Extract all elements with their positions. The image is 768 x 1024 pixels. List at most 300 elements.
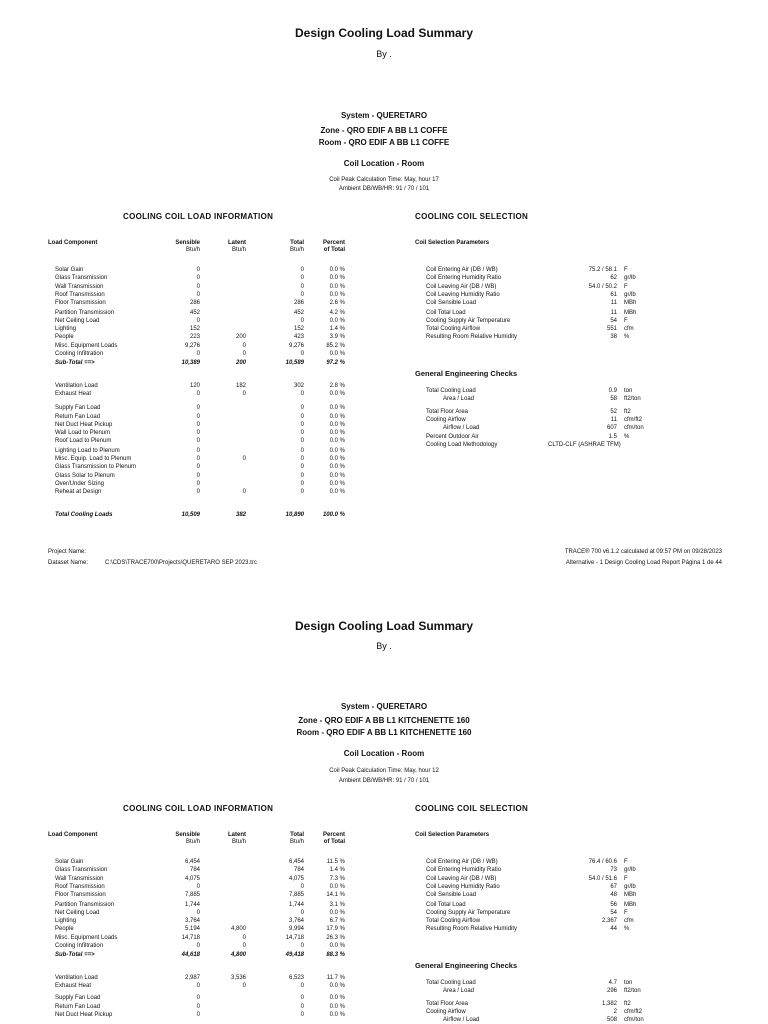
selection-row <box>0 891 768 899</box>
total-value: 10,589 <box>285 360 304 367</box>
total-value: 0 <box>300 430 304 437</box>
check-value: 58 <box>610 396 617 403</box>
percent-value: 11.7 % <box>326 974 345 981</box>
sensible-value: 0 <box>196 456 200 462</box>
checks-title: General Engineering Checks <box>415 369 518 378</box>
selection-unit: F <box>624 875 628 882</box>
selection-value: 61 <box>610 291 617 298</box>
selection-value: 54.0 / 50.2 <box>588 283 617 290</box>
check-value: 52 <box>610 408 617 415</box>
check-label: Cooling Airflow <box>426 416 466 423</box>
latent-value: 0 <box>242 943 246 949</box>
load-component-name: Misc. Equipment Loads <box>55 342 118 349</box>
sensible-value: 0 <box>196 1003 200 1010</box>
total-value: 7,885 <box>288 892 304 899</box>
table-row <box>0 463 360 471</box>
load-component-name: Cooling Infiltration <box>55 351 104 357</box>
percent-value: 11.5 % <box>326 859 345 865</box>
selection-unit: F <box>624 317 628 324</box>
check-unit: ft2/ton <box>624 988 641 995</box>
sensible-value: 452 <box>189 309 200 316</box>
total-value: 9,276 <box>288 342 304 349</box>
load-component-name: Exhaust Heat <box>55 390 92 397</box>
sensible-value: 0 <box>196 1011 200 1018</box>
load-component-name: People <box>55 334 74 341</box>
percent-value: 0.0 % <box>329 982 345 989</box>
total-value: 0 <box>300 351 304 357</box>
check-unit: cfm/ton <box>624 1017 644 1024</box>
latent-value: 0 <box>242 390 246 397</box>
total-value: 14,718 <box>285 934 304 941</box>
total-value: 0 <box>300 909 304 916</box>
latent-value: 0 <box>242 982 246 989</box>
selection-unit: F <box>624 283 628 290</box>
percent-value: 0.0 % <box>329 267 345 273</box>
total-value: 152 <box>293 326 304 333</box>
latent-value: 0 <box>242 351 246 357</box>
selection-label: Total Cooling Airflow <box>426 918 481 925</box>
load-component-name: Partition Transmission <box>55 309 115 316</box>
check-label: Percent Outdoor Air <box>426 433 479 440</box>
load-component-name: Supply Fan Load <box>55 405 101 412</box>
percent-value: 0.0 % <box>329 317 345 324</box>
load-component-name: Glass Transmission <box>55 867 108 874</box>
load-component-name: Ventilation Load <box>55 974 98 981</box>
sensible-value: 0 <box>196 283 200 290</box>
check-unit: ton <box>624 980 633 986</box>
selection-row <box>0 333 768 341</box>
check-label: Total Floor Area <box>426 1000 469 1007</box>
load-component-name: Roof Transmission <box>55 291 105 298</box>
percent-value: 4.2 % <box>329 309 345 316</box>
sensible-value: 14,718 <box>181 934 200 941</box>
selection-value: 62 <box>610 275 617 282</box>
selection-label: Coil Total Load <box>426 901 466 908</box>
sensible-value: 4,075 <box>184 875 200 882</box>
table-row <box>0 342 360 350</box>
selection-unit: gr/lb <box>624 291 636 298</box>
check-label: Area / Load <box>443 396 475 403</box>
load-component-name: Glass Transmission <box>55 275 108 282</box>
load-component-name: Misc. Equipment Loads <box>55 934 118 941</box>
selection-value: 551 <box>606 326 617 333</box>
sensible-value: 223 <box>189 334 200 341</box>
selection-row <box>0 309 768 317</box>
dataset-name-label: Dataset Name: <box>48 560 89 566</box>
sensible-value: 0 <box>196 291 200 298</box>
check-label: Area / Load <box>443 988 475 995</box>
percent-value: 0.0 % <box>329 456 345 462</box>
load-component-name: Ventilation Load <box>55 382 98 389</box>
selection-value: 11 <box>610 300 617 307</box>
check-row <box>0 433 768 441</box>
checks-title: General Engineering Checks <box>415 961 518 970</box>
col-header-total: Total Btu/h <box>289 832 304 845</box>
check-unit: cfm/ft2 <box>624 416 643 423</box>
check-value: 296 <box>606 988 617 995</box>
selection-row <box>0 266 768 274</box>
load-component-name: Glass Transmission to Plenum <box>55 464 137 471</box>
check-label: Cooling Airflow <box>426 1008 466 1015</box>
latent-value: 200 <box>235 334 246 341</box>
sensible-value: 0 <box>196 275 200 282</box>
project-name-label: Project Name: <box>48 549 87 555</box>
check-row <box>0 408 768 416</box>
percent-value: 3.1 % <box>329 901 345 908</box>
selection-row <box>0 291 768 299</box>
total-value: 0 <box>300 267 304 273</box>
check-label: Airflow / Load <box>443 1017 480 1024</box>
load-component-name: Over/Under Sizing <box>55 480 105 487</box>
total-value: 49,418 <box>285 952 304 959</box>
selection-unit: gr/lb <box>624 883 636 890</box>
sensible-value: 9,276 <box>184 342 200 349</box>
selection-value: 11 <box>610 309 617 316</box>
sensible-value: 0 <box>196 438 200 445</box>
col-header-sensible: Sensible Btu/h <box>175 832 200 845</box>
by-line: By . <box>376 49 392 59</box>
percent-value: 0.0 % <box>329 995 345 1002</box>
check-value: 11 <box>610 416 617 423</box>
system-name: System - QUERETARO <box>340 702 428 711</box>
selection-label: Coil Leaving Air (DB / WB) <box>426 283 497 290</box>
load-component-name: Lighting <box>55 326 77 333</box>
selection-label: Resulting Room Relative Humidity <box>426 926 518 933</box>
selection-label: Cooling Supply Air Temperature <box>426 317 511 324</box>
sensible-value: 0 <box>196 351 200 357</box>
selection-row <box>0 317 768 325</box>
load-component-name: Floor Transmission <box>55 892 106 899</box>
sensible-value: 0 <box>196 472 200 479</box>
percent-value: 0.0 % <box>329 421 345 428</box>
percent-value: 14.1 % <box>326 892 345 899</box>
selection-value: 48 <box>610 892 617 899</box>
load-component-name: Exhaust Heat <box>55 982 92 989</box>
check-row <box>0 395 768 403</box>
check-value: 0.9 <box>608 388 617 394</box>
check-value: 1,382 <box>601 1000 617 1007</box>
sensible-value: 0 <box>196 430 200 437</box>
percent-value: 6.7 % <box>329 918 345 925</box>
load-component-name: Roof Load to Plenum <box>55 438 112 445</box>
load-component-name: Partition Transmission <box>55 901 115 908</box>
latent-value: 3,536 <box>230 974 246 981</box>
load-component-name: Solar Gain <box>55 859 84 865</box>
selection-row <box>0 299 768 307</box>
table-row <box>0 350 360 358</box>
load-component-name: Lighting Load to Plenum <box>55 447 120 454</box>
check-value: CLTD-CLF (ASHRAE TFM) <box>548 441 621 448</box>
room-name: Room - QRO EDIF A BB L1 KITCHENETTE 160 <box>296 728 472 737</box>
load-component-name: Total Cooling Loads <box>55 511 113 518</box>
percent-value: 85.2 % <box>326 342 345 349</box>
total-value: 0 <box>300 291 304 298</box>
percent-value: 0.0 % <box>329 464 345 471</box>
coil-location: Coil Location - Room <box>343 749 425 758</box>
selection-value: 38 <box>610 334 617 341</box>
sensible-value: 3,764 <box>184 918 200 925</box>
check-label: Total Cooling Load <box>426 980 476 986</box>
selection-row <box>0 901 768 909</box>
col-header-total: Total Btu/h <box>289 240 304 253</box>
selection-row <box>0 866 768 874</box>
latent-value: 182 <box>235 382 246 389</box>
sensible-value: 0 <box>196 464 200 471</box>
check-row <box>0 1008 768 1016</box>
selection-unit: MBh <box>624 892 637 899</box>
col-header-sensible: Sensible Btu/h <box>175 240 200 253</box>
load-component-name: People <box>55 926 74 933</box>
load-component-name: Roof Transmission <box>55 883 105 890</box>
load-component-name: Net Duct Heat Pickup <box>55 421 113 428</box>
ambient-conditions: Ambient DB/WB/HR: 91 / 70 / 101 <box>338 186 430 192</box>
load-component-name: Reheat at Design <box>55 489 102 496</box>
load-component-name: Cooling Infiltration <box>55 943 104 949</box>
load-component-name: Wall Load to Plenum <box>55 430 111 437</box>
table-row <box>0 942 360 950</box>
percent-value: 0.0 % <box>329 1003 345 1010</box>
check-row <box>0 424 768 432</box>
selection-unit: % <box>624 926 630 933</box>
percent-value: 1.4 % <box>329 867 345 874</box>
check-value: 508 <box>606 1017 617 1024</box>
total-value: 286 <box>293 300 304 307</box>
selection-row <box>0 274 768 282</box>
sensible-value: 2,987 <box>184 974 200 981</box>
page-title: Design Cooling Load Summary <box>294 26 474 40</box>
sensible-value: 0 <box>196 317 200 324</box>
selection-row <box>0 917 768 925</box>
col-header-component: Load Component <box>48 832 98 838</box>
latent-value: 0 <box>242 489 246 496</box>
percent-value: 0.0 % <box>329 405 345 412</box>
percent-value: 0.0 % <box>329 480 345 487</box>
selection-value: 54 <box>610 909 617 916</box>
sensible-value: 10,389 <box>181 360 200 367</box>
selection-params-title: Coil Selection Parameters <box>415 240 490 246</box>
total-value: 6,454 <box>288 859 304 865</box>
sensible-value: 0 <box>196 883 200 890</box>
selection-row <box>0 858 768 866</box>
sensible-value: 44,618 <box>181 952 200 959</box>
load-component-name: Net Ceiling Load <box>55 909 100 916</box>
percent-value: 0.0 % <box>329 489 345 496</box>
selection-params-title: Coil Selection Parameters <box>415 832 490 838</box>
load-component-name: Supply Fan Load <box>55 995 101 1002</box>
total-value: 0 <box>300 413 304 420</box>
selection-label: Coil Entering Humidity Ratio <box>426 867 502 874</box>
load-component-name: Sub-Total ==> <box>55 360 95 367</box>
sensible-value: 0 <box>196 943 200 949</box>
selection-row <box>0 875 768 883</box>
selection-label: Cooling Supply Air Temperature <box>426 909 511 916</box>
trace-version: TRACE® 700 v6.1.2 calculated at 09:57 PM on 09/28/2023 <box>564 549 722 555</box>
selection-unit: F <box>624 267 628 273</box>
check-label: Airflow / Load <box>443 425 480 432</box>
load-component-name: Glass Solar to Plenum <box>55 472 115 479</box>
check-row <box>0 1016 768 1024</box>
selection-value: 54 <box>610 317 617 324</box>
total-value: 0 <box>300 275 304 282</box>
peak-time: Coil Peak Calculation Time: May, hour 12 <box>329 768 439 774</box>
percent-value: 0.0 % <box>329 1011 345 1018</box>
load-component-name: Return Fan Load <box>55 1003 101 1010</box>
total-value: 0 <box>300 317 304 324</box>
check-value: 607 <box>606 425 617 432</box>
latent-value: 0 <box>242 934 246 941</box>
sensible-value: 0 <box>196 390 200 397</box>
total-value: 0 <box>300 405 304 412</box>
percent-value: 88.3 % <box>326 952 345 959</box>
percent-value: 0.0 % <box>329 275 345 282</box>
load-component-name: Sub-Total ==> <box>55 952 95 959</box>
selection-value: 56 <box>610 901 617 908</box>
percent-value: 7.3 % <box>329 875 345 882</box>
zone-name: Zone - QRO EDIF A BB L1 COFFE <box>320 126 448 135</box>
percent-value: 3.9 % <box>329 334 345 341</box>
selection-unit: % <box>624 334 630 341</box>
selection-value: 76.4 / 60.6 <box>588 859 617 865</box>
selection-row <box>0 883 768 891</box>
total-value: 0 <box>300 472 304 479</box>
percent-value: 0.0 % <box>329 351 345 357</box>
selection-label: Coil Entering Air (DB / WB) <box>426 267 498 273</box>
total-value: 0 <box>300 480 304 487</box>
selection-row <box>0 909 768 917</box>
selection-label: Coil Total Load <box>426 309 466 316</box>
load-component-name: Net Duct Heat Pickup <box>55 1011 113 1018</box>
load-component-name: Wall Transmission <box>55 283 104 290</box>
sensible-value: 0 <box>196 421 200 428</box>
sensible-value: 152 <box>189 326 200 333</box>
total-value: 0 <box>300 943 304 949</box>
total-value: 0 <box>300 982 304 989</box>
total-value: 302 <box>293 382 304 389</box>
selection-label: Total Cooling Airflow <box>426 326 481 333</box>
load-component-name: Floor Transmission <box>55 300 106 307</box>
ambient-conditions: Ambient DB/WB/HR: 91 / 70 / 101 <box>338 778 430 784</box>
total-value: 0 <box>300 456 304 462</box>
check-unit: cfm/ton <box>624 425 644 432</box>
selection-unit: MBh <box>624 300 637 307</box>
table-row <box>0 455 360 463</box>
sensible-value: 6,454 <box>184 859 200 865</box>
sensible-value: 120 <box>189 382 200 389</box>
report-page-2 <box>0 592 768 1024</box>
sensible-value: 5,194 <box>184 926 200 933</box>
check-row <box>0 387 768 395</box>
latent-value: 4,800 <box>230 952 246 959</box>
percent-value: 26.3 % <box>326 934 345 941</box>
percent-value: 17.9 % <box>326 926 345 933</box>
latent-value: 200 <box>235 360 246 367</box>
load-component-name: Solar Gain <box>55 267 84 273</box>
check-label: Cooling Load Methodology <box>426 441 498 448</box>
sensible-value: 286 <box>189 300 200 307</box>
latent-value: 0 <box>242 456 246 462</box>
total-value: 0 <box>300 464 304 471</box>
percent-value: 97.2 % <box>326 360 345 367</box>
selection-section-title: COOLING COIL SELECTION <box>415 212 529 221</box>
sensible-value: 1,744 <box>184 901 200 908</box>
col-header-latent: Latent Btu/h <box>228 240 246 253</box>
room-name: Room - QRO EDIF A BB L1 COFFE <box>318 138 450 147</box>
sensible-value: 0 <box>196 982 200 989</box>
percent-value: 0.0 % <box>329 909 345 916</box>
load-section-title: COOLING COIL LOAD INFORMATION <box>123 804 274 813</box>
col-header-latent: Latent Btu/h <box>228 832 246 845</box>
selection-label: Resulting Room Relative Humidity <box>426 334 518 341</box>
percent-value: 2.6 % <box>329 300 345 307</box>
percent-value: 0.0 % <box>329 883 345 890</box>
latent-value: 0 <box>242 342 246 349</box>
selection-label: Coil Sensible Load <box>426 892 477 899</box>
check-unit: ft2 <box>624 1000 631 1007</box>
zone-name: Zone - QRO EDIF A BB L1 KITCHENETTE 160 <box>298 716 470 725</box>
check-value: 1.5 <box>608 433 617 440</box>
table-row <box>0 472 360 480</box>
selection-row <box>0 925 768 933</box>
load-component-name: Return Fan Load <box>55 413 101 420</box>
total-value: 0 <box>300 1003 304 1010</box>
total-value: 452 <box>293 309 304 316</box>
sensible-value: 784 <box>189 867 200 874</box>
total-value: 1,744 <box>288 901 304 908</box>
sensible-value: 0 <box>196 909 200 916</box>
page-title: Design Cooling Load Summary <box>294 619 474 633</box>
selection-unit: MBh <box>624 309 637 316</box>
percent-value: 0.0 % <box>329 438 345 445</box>
check-value: 2 <box>613 1008 617 1015</box>
check-unit: ton <box>624 388 633 394</box>
dataset-path: C:\CDS\TRACE700\Projects\QUERETARO SEP 2023.trc <box>105 560 257 566</box>
total-value: 0 <box>300 390 304 397</box>
check-label: Total Floor Area <box>426 408 469 415</box>
percent-value: 0.0 % <box>329 472 345 479</box>
total-value: 9,994 <box>288 926 304 933</box>
latent-value: 382 <box>235 511 246 518</box>
percent-value: 0.0 % <box>329 390 345 397</box>
sensible-value: 0 <box>196 995 200 1002</box>
load-section-title: COOLING COIL LOAD INFORMATION <box>123 212 274 221</box>
table-row <box>0 488 360 496</box>
check-row <box>0 441 768 449</box>
col-header-percent: Percent of Total <box>322 240 345 253</box>
selection-label: Coil Sensible Load <box>426 300 477 307</box>
total-value: 0 <box>300 421 304 428</box>
selection-unit: MBh <box>624 901 637 908</box>
load-component-name: Net Ceiling Load <box>55 317 100 324</box>
selection-unit: cfm <box>624 918 634 925</box>
check-unit: ft2 <box>624 408 631 415</box>
percent-value: 100.0 % <box>322 511 345 518</box>
peak-time: Coil Peak Calculation Time: May, hour 17 <box>329 177 439 183</box>
selection-unit: F <box>624 909 628 916</box>
selection-unit: gr/lb <box>624 275 636 282</box>
sensible-value: 7,885 <box>184 892 200 899</box>
selection-label: Coil Entering Humidity Ratio <box>426 275 502 282</box>
subtotal-row <box>0 951 360 959</box>
selection-row <box>0 283 768 291</box>
selection-section-title: COOLING COIL SELECTION <box>415 804 529 813</box>
selection-row <box>0 325 768 333</box>
selection-value: 54.0 / 51.6 <box>588 875 617 882</box>
sensible-value: 0 <box>196 489 200 496</box>
check-label: Total Cooling Load <box>426 388 476 394</box>
sensible-value: 10,509 <box>181 511 200 518</box>
total-value: 784 <box>293 867 304 874</box>
total-value: 423 <box>293 334 304 341</box>
